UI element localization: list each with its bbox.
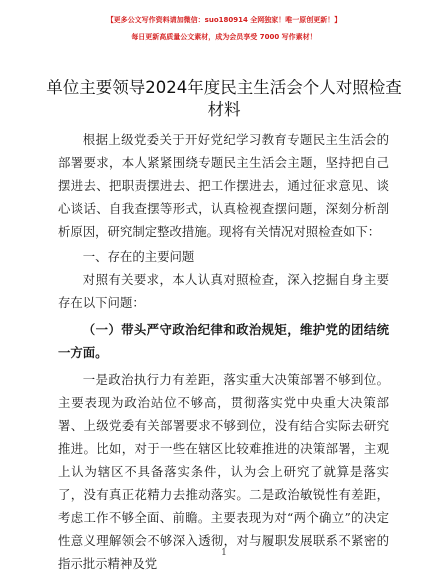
document-title: 单位主要领导2024年度民主生活会个人对照检查材料	[46, 78, 402, 119]
section-heading: 一、存在的主要问题	[82, 249, 195, 264]
promo-banner-line-2: 每日更新高质量公文素材，成为会员享受 7000 写作素材！	[131, 33, 317, 41]
intro-paragraph: 根据上级党委关于开好党纪学习教育专题民主生活会的部署要求，本人紧紧围绕专题民主生活会主题，坚持把自己摆进去、把职责摆进去、把工作摆进去，通过征求意见、谈心谈话、自我查摆等形式，认真检视查摆问题，深刻分析剖析原因，研究制定整改措施。现将有关情况对照检查如下：	[58, 132, 389, 239]
page-number: 1	[221, 548, 227, 558]
section-intro-paragraph: 对照有关要求，本人认真对照检查，深入挖掘自身主要存在以下问题：	[58, 272, 389, 310]
document-body	[58, 128, 389, 575]
subsection-heading: （一）带头严守政治纪律和政治规矩，维护党的团结统一方面。	[58, 322, 389, 360]
promo-banner-line-1: 【更多公文写作资料请加微信：suo180914 全网独家！唯一原创更新！】	[106, 16, 342, 24]
body-paragraph: 一是政治执行力有差距，落实重大决策部署不够到位。主要表现为政治站位不够高，贯彻落实党中央重大决策部署、上级党委有关部署要求不够到位，没有结合实际去研究推进。比如，对于一些在辖区比较难推进的决策部署，主观上认为辖区不具备落实条件，认为会上研究了就算是落实了，没有真正花精力去推动落实。二是政治敏锐性有差距，考虑工作不够全面、前瞻。主要表现为对“两个确立”的决定性意义理解领会不够深入透彻，对与履职发展联系不紧密的指示批示精神及党	[58, 372, 389, 571]
